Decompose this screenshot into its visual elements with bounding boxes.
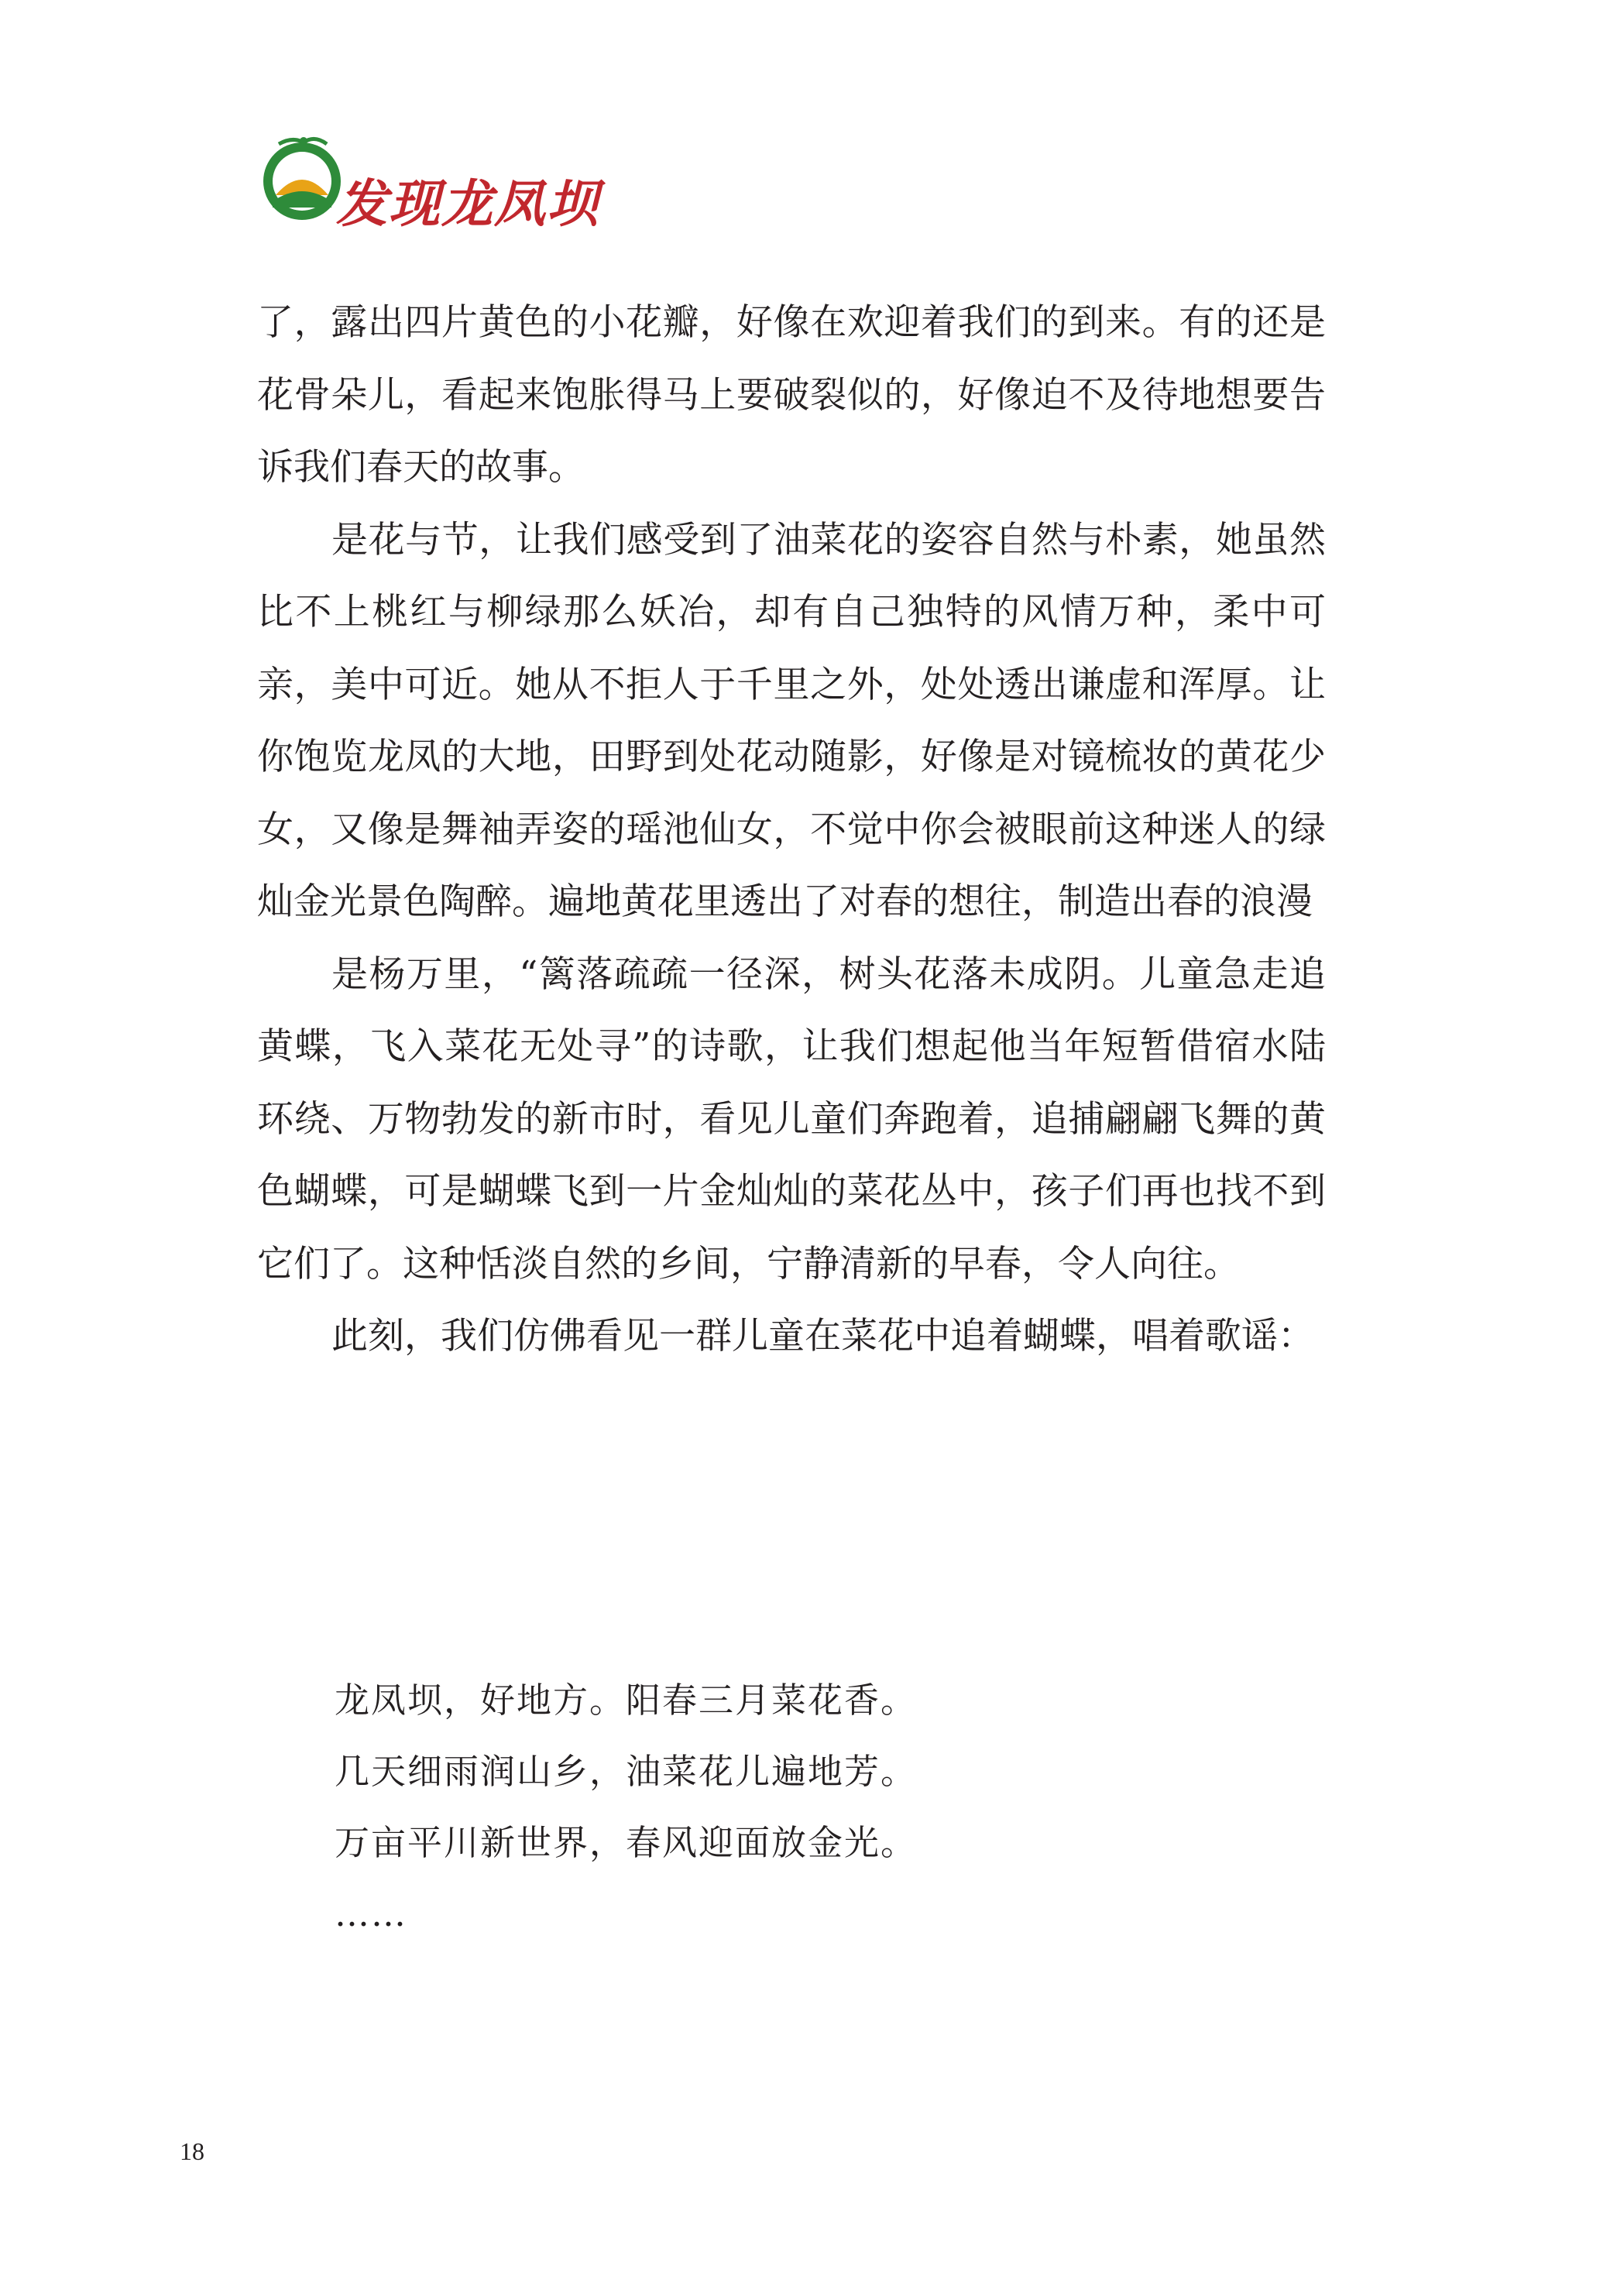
logo-title: 发现龙凤坝: [336, 174, 599, 234]
article-body: [257, 287, 1326, 1373]
paragraph-2: 是花与节，让我们感受到了油菜花的姿容自然与朴素，她虽然比不上桃红与柳绿那么妖冶，却有自己独特的风情万种，柔中可亲，美中可近。她从不拒人于千里之外，处处透出谦虚和浑厚。让你饱览龙凤的大地，田野到处花动随影，好像是对镜梳妆的黄花少女，又像是舞袖弄姿的瑶池仙女，不觉中你会被眼前这种迷人的绿灿金光景色陶醉。遍地黄花里透出了对春的想往，制造出春的浪漫: [257, 518, 1326, 923]
page-number: 18: [180, 2137, 204, 2165]
paragraph-4: 此刻，我们仿佛看见一群儿童在菜花中追着蝴蝶，唱着歌谣：: [331, 1315, 1314, 1357]
poem-line-1: 龙凤坝，好地方。阳春三月菜花香。: [335, 1680, 918, 1721]
publication-logo: [256, 124, 612, 240]
poem-ellipsis: ……: [335, 1893, 407, 1934]
green-circle-emblem-icon: [256, 133, 348, 226]
paragraph-1: 了，露出四片黄色的小花瓣，好像在欢迎着我们的到来。有的还是花骨朵儿，看起来饱胀得马上要破裂似的，好像迫不及待地想要告诉我们春天的故事。: [257, 301, 1326, 489]
poem-line-3: 万亩平川新世界，春风迎面放金光。: [335, 1822, 918, 1863]
paragraph-3: 是杨万里，“篱落疏疏一径深，树头花落未成阴。儿童急走追黄蝶，飞入菜花无处寻”的诗歌，让我们想起他当年短暂借宿水陆环绕、万物勃发的新市时，看见儿童们奔跑着，追捕翩翩飞舞的黄色蝴蝶，可是蝴蝶飞到一片金灿灿的菜花丛中，孩子们再也找不到它们了。这种恬淡自然的乡间，宁静清新的早春，令人向往。: [257, 952, 1326, 1285]
folk-song-poem: [335, 1665, 1109, 1950]
poem-line-2: 几天细雨润山乡，油菜花儿遍地芳。: [335, 1751, 918, 1792]
